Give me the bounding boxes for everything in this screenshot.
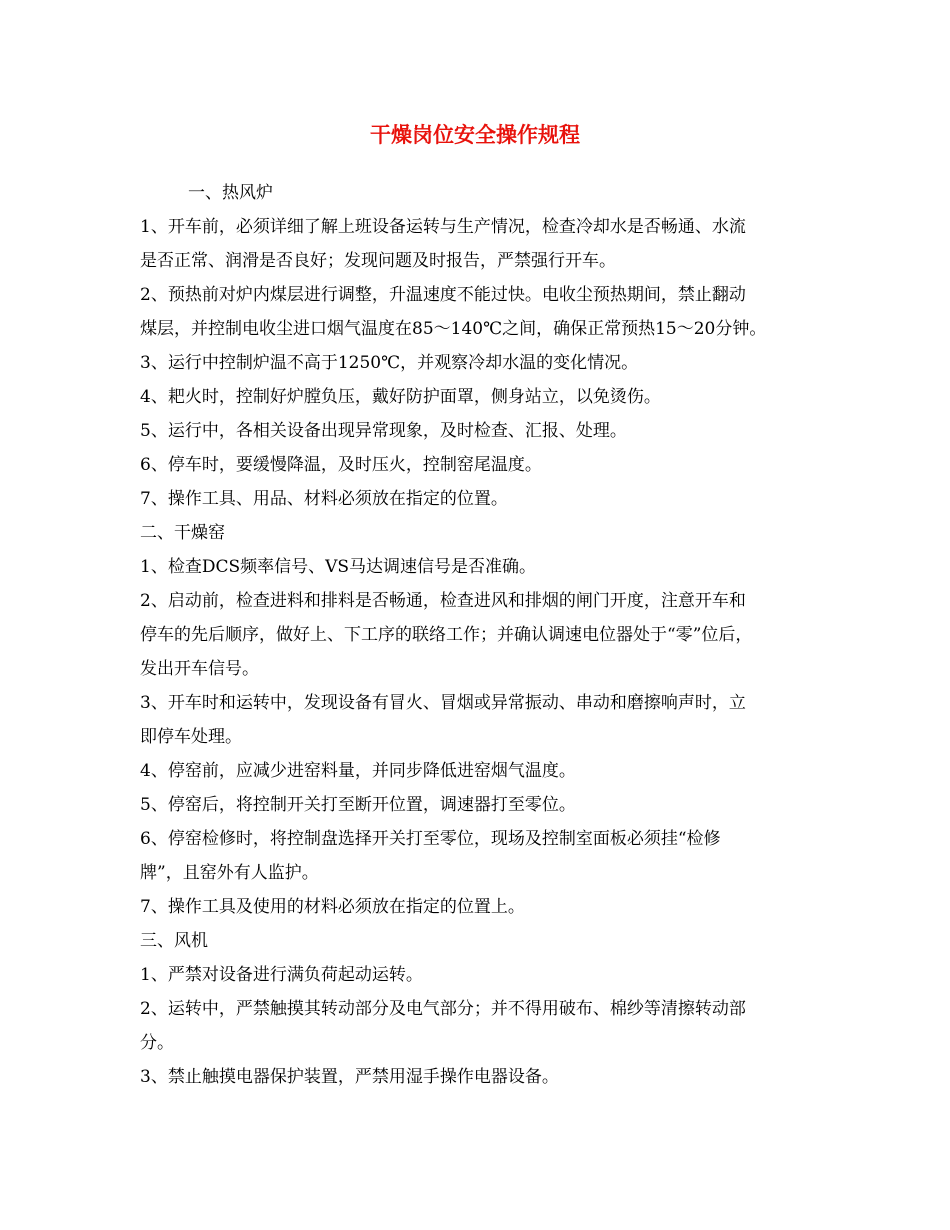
text-line: 是否正常、润滑是否良好；发现问题及时报告，严禁强行开车。 [140,251,616,271]
text-line: 3、禁止触摸电器保护装置，严禁用湿手操作电器设备。 [140,1067,559,1087]
text-line: 2、预热前对炉内煤层进行调整，升温速度不能过快。电收尘预热期间，禁止翻动 [140,285,746,305]
text-line: 即停车处理。 [140,727,242,747]
section-heading-hot-air-furnace: 一、热风炉 [188,183,273,203]
text-line: 4、耙火时，控制好炉膛负压，戴好防护面罩，侧身站立，以免烫伤。 [140,387,661,407]
text-line: 2、启动前，检查进料和排料是否畅通，检查进风和排烟的闸门开度，注意开车和 [140,591,746,611]
text-line: 1、检查DCS频率信号、VS马达调速信号是否准确。 [140,557,537,577]
text-line: 7、操作工具、用品、材料必须放在指定的位置。 [140,489,508,509]
text-line: 4、停窑前，应减少进窑料量，并同步降低进窑烟气温度。 [140,761,576,781]
text-line: 分。 [140,1033,174,1053]
text-line: 发出开车信号。 [140,659,259,679]
text-line: 牌”，且窑外有人监护。 [140,863,319,883]
text-line: 3、开车时和运转中，发现设备有冒火、冒烟或异常振动、串动和磨擦响声时，立 [140,693,746,713]
text-line: 6、停窑检修时，将控制盘选择开关打至零位，现场及控制室面板必须挂“检修 [140,829,721,849]
text-line: 1、严禁对设备进行满负荷起动运转。 [140,965,423,985]
text-line: 2、运转中，严禁触摸其转动部分及电气部分；并不得用破布、棉纱等清擦转动部 [140,999,746,1019]
document-title: 干燥岗位安全操作规程 [370,123,580,147]
text-line: 3、运行中控制炉温不高于1250℃，并观察冷却水温的变化情况。 [140,353,639,373]
section-heading-drying-kiln: 二、干燥窑 [140,523,225,543]
document-body [140,176,830,1094]
text-line: 煤层，并控制电收尘进口烟气温度在85～140℃之间，确保正常预热15～20分钟。 [140,319,767,339]
text-line: 5、停窑后，将控制开关打至断开位置，调速器打至零位。 [140,795,576,815]
text-line: 停车的先后顺序，做好上、下工序的联络工作；并确认调速电位器处于“零”位后， [140,625,753,645]
text-line: 7、操作工具及使用的材料必须放在指定的位置上。 [140,897,525,917]
section-heading-fan: 三、风机 [140,931,208,951]
text-line: 6、停车时，要缓慢降温，及时压火，控制窑尾温度。 [140,455,542,475]
text-line: 5、运行中，各相关设备出现异常现象，及时检查、汇报、处理。 [140,421,627,441]
text-line: 1、开车前，必须详细了解上班设备运转与生产情况，检查冷却水是否畅通、水流 [140,217,746,237]
